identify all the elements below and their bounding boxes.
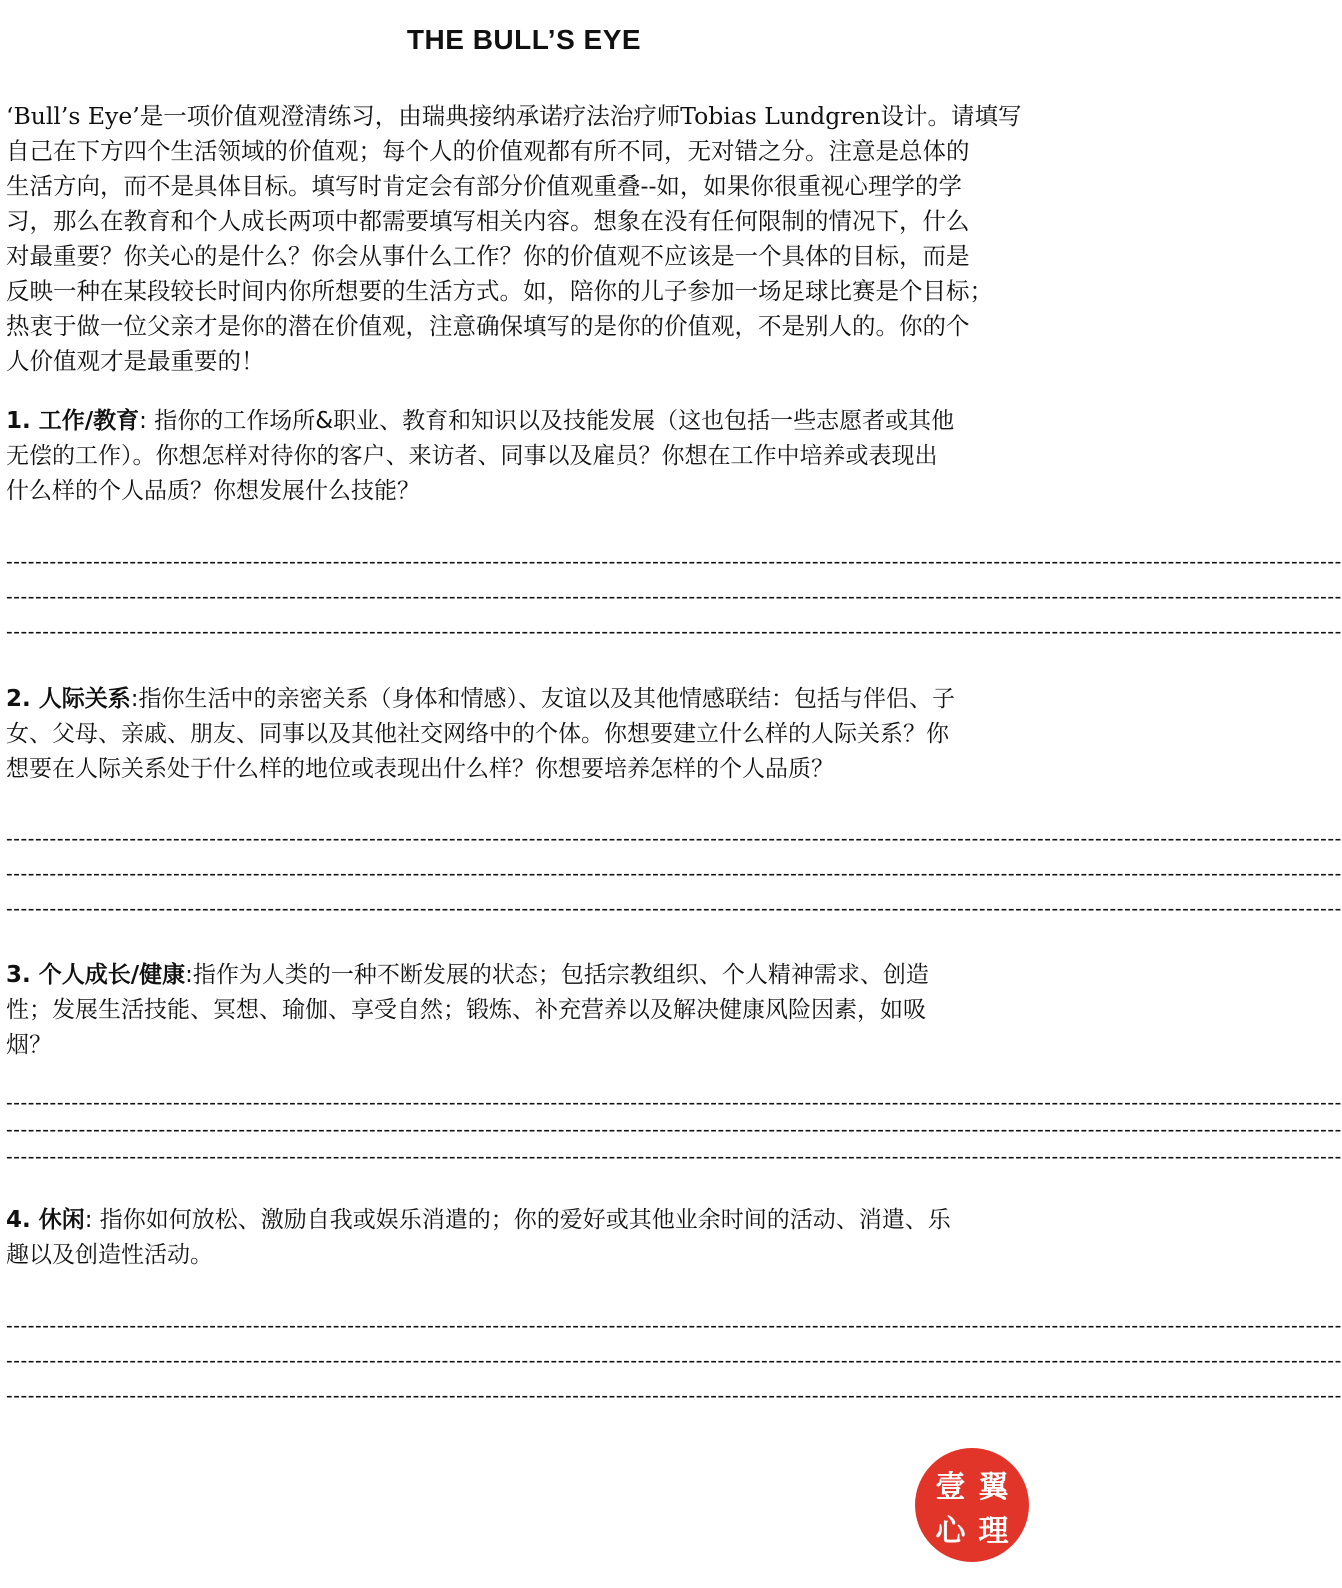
section-personal-growth-health xyxy=(6,958,1046,1063)
section-text: 想要在人际关系处于什么样的地位或表现出什么样？你想要培养怎样的个人品质？ xyxy=(6,756,834,782)
logo-char: 理 xyxy=(978,1514,1009,1549)
answer-line[interactable]: ---------------------------------------------------------------------------------------------------------------------------------------------------------------------------------------- xyxy=(6,1092,1342,1114)
answer-line[interactable]: ---------------------------------------------------------------------------------------------------------------------------------------------------------------------------------------- xyxy=(6,863,1342,885)
answer-line[interactable]: ---------------------------------------------------------------------------------------------------------------------------------------------------------------------------------------- xyxy=(6,586,1342,608)
section-work-education xyxy=(6,404,1046,509)
section-heading: 1. 工作/教育 xyxy=(6,408,140,434)
section-text: :指作为人类的一种不断发展的状态；包括宗教组织、个人精神需求、创造 xyxy=(185,962,929,988)
section-text: : 指你的工作场所&职业、教育和知识以及技能发展（这也包括一些志愿者或其他 xyxy=(139,408,955,434)
answer-line[interactable]: ---------------------------------------------------------------------------------------------------------------------------------------------------------------------------------------- xyxy=(6,898,1342,920)
section-text: 趣以及创造性活动。 xyxy=(6,1242,213,1268)
intro-line: 习，那么在教育和个人成长两项中都需要填写相关内容。想象在没有任何限制的情况下，什么 xyxy=(6,207,970,235)
section-text: 性；发展生活技能、冥想、瑜伽、享受自然；锻炼、补充营养以及解决健康风险因素，如吸 xyxy=(6,997,926,1023)
answer-area-work-education[interactable] xyxy=(6,545,1342,650)
brand-logo xyxy=(915,1448,1029,1562)
answer-line[interactable]: ---------------------------------------------------------------------------------------------------------------------------------------------------------------------------------------- xyxy=(6,828,1342,850)
section-heading: 2. 人际关系 xyxy=(6,686,131,712)
intro-line: 自己在下方四个生活领域的价值观；每个人的价值观都有所不同，无对错之分。注意是总体的 xyxy=(6,137,970,165)
answer-line[interactable]: ---------------------------------------------------------------------------------------------------------------------------------------------------------------------------------------- xyxy=(6,1350,1342,1372)
answer-line[interactable]: ---------------------------------------------------------------------------------------------------------------------------------------------------------------------------------------- xyxy=(6,1119,1342,1141)
answer-area-leisure[interactable] xyxy=(6,1309,1342,1414)
intro-line: 生活方向，而不是具体目标。填写时肯定会有部分价值观重叠--如，如果你很重视心理学的学 xyxy=(6,172,962,200)
section-text: :指你生活中的亲密关系（身体和情感）、友谊以及其他情感联结：包括与伴侣、子 xyxy=(130,686,955,712)
section-heading: 4. 休闲 xyxy=(6,1207,85,1233)
answer-line[interactable]: ---------------------------------------------------------------------------------------------------------------------------------------------------------------------------------------- xyxy=(6,551,1342,573)
intro-paragraph xyxy=(6,99,1046,379)
section-heading: 3. 个人成长/健康 xyxy=(6,962,186,988)
section-text: : 指你如何放松、激励自我或娱乐消遣的；你的爱好或其他业余时间的活动、消遣、乐 xyxy=(84,1207,951,1233)
section-text: 烟？ xyxy=(6,1032,52,1058)
intro-line: 反映一种在某段较长时间内你所想要的生活方式。如，陪你的儿子参加一场足球比赛是个目标； xyxy=(6,277,993,305)
answer-area-relationships[interactable] xyxy=(6,822,1342,927)
intro-line: 人价值观才是最重要的！ xyxy=(6,347,265,375)
section-leisure xyxy=(6,1203,1046,1273)
intro-line: ‘Bull’s Eye’是一项价值观澄清练习，由瑞典接纳承诺疗法治疗师Tobias Lundgren设计。请填写 xyxy=(6,102,1022,130)
page-title: THE BULL’S EYE xyxy=(406,24,642,55)
section-text: 女、父母、亲戚、朋友、同事以及其他社交网络中的个体。你想要建立什么样的人际关系？你 xyxy=(6,721,949,747)
section-text: 无偿的工作）。你想怎样对待你的客户、来访者、同事以及雇员？你想在工作中培养或表现出 xyxy=(6,443,938,469)
intro-line: 热衷于做一位父亲才是你的潜在价值观，注意确保填写的是你的价值观，不是别人的。你的个 xyxy=(6,312,970,340)
logo-char: 心 xyxy=(935,1514,966,1549)
section-relationships xyxy=(6,682,1046,787)
answer-area-personal-growth-health[interactable] xyxy=(6,1090,1342,1171)
answer-line[interactable]: ---------------------------------------------------------------------------------------------------------------------------------------------------------------------------------------- xyxy=(6,1385,1342,1407)
answer-line[interactable]: ---------------------------------------------------------------------------------------------------------------------------------------------------------------------------------------- xyxy=(6,621,1342,643)
answer-line[interactable]: ---------------------------------------------------------------------------------------------------------------------------------------------------------------------------------------- xyxy=(6,1315,1342,1337)
logo-char: 壹 xyxy=(935,1470,966,1505)
logo-char: 翼 xyxy=(978,1470,1009,1505)
answer-line[interactable]: ---------------------------------------------------------------------------------------------------------------------------------------------------------------------------------------- xyxy=(6,1146,1342,1168)
intro-line: 对最重要？你关心的是什么？你会从事什么工作？你的价值观不应该是一个具体的目标，而是 xyxy=(6,242,970,270)
section-text: 什么样的个人品质？你想发展什么技能？ xyxy=(6,478,420,504)
